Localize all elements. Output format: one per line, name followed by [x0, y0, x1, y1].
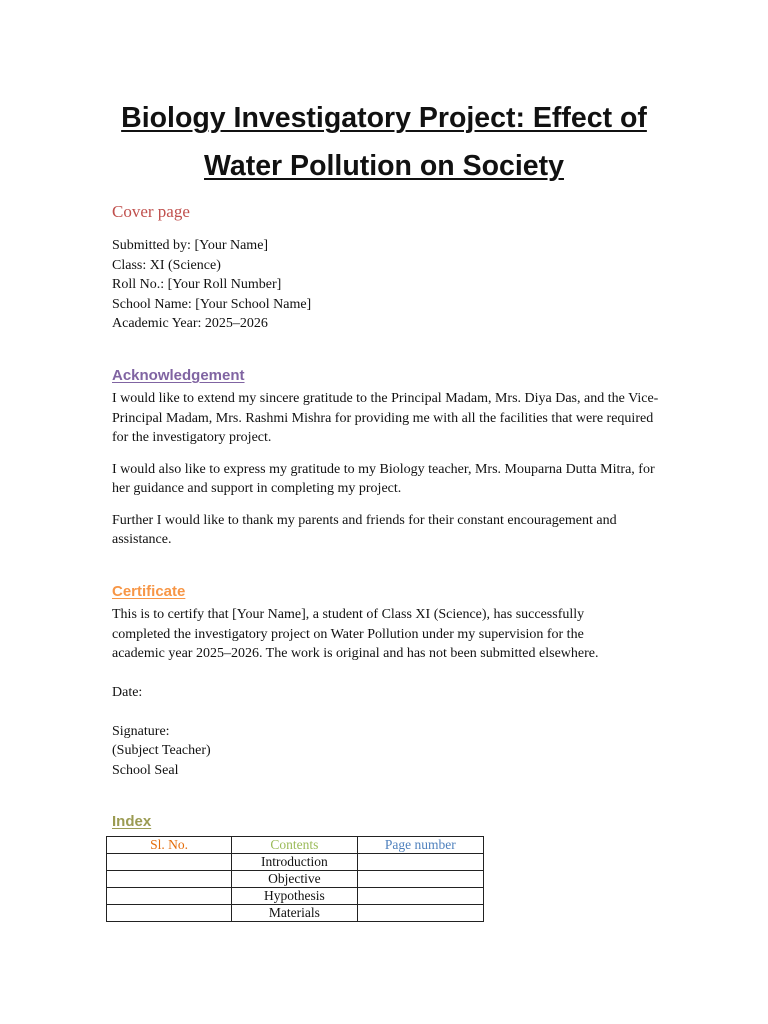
- contents-cell: Materials: [232, 905, 358, 922]
- title-line-2: Water Pollution on Society: [204, 150, 564, 182]
- table-row: [107, 905, 484, 922]
- contents-cell: Objective: [232, 871, 358, 888]
- academic-year-line: Academic Year: 2025–2026: [112, 316, 268, 331]
- table-row: [107, 871, 484, 888]
- school-name-line: School Name: [Your School Name]: [112, 296, 312, 312]
- sl-no-cell: [107, 888, 232, 905]
- page-number-cell: [357, 905, 483, 922]
- column-header-sl-no: Sl. No.: [107, 837, 232, 854]
- roll-number-line: Roll No.: [Your Roll Number]: [112, 277, 282, 292]
- index-heading: Index: [112, 813, 152, 830]
- sl-no-cell: [107, 905, 232, 922]
- cover-details: [112, 236, 672, 334]
- certificate-body: [112, 605, 640, 780]
- certificate-paragraph: This is to certify that [Your Name], a student of Class XI (Science), has successfully completed the investigatory project on Water Pollution under my supervision for the academic year 2025–2026. The work is original and has not been submitted elsewhere.: [112, 607, 599, 661]
- table-row: [107, 854, 484, 871]
- class-line: Class: XI (Science): [112, 257, 221, 273]
- acknowledgement-paragraph-1: I would like to extend my sincere gratitude to the Principal Madam, Mrs. Diya Das, and the Vice-Principal Madam, Mrs. Rashmi Mishra for providing me with all the facilities that were required for the investigatory project.: [112, 391, 659, 445]
- column-header-contents: Contents: [232, 837, 358, 854]
- acknowledgement-heading: Acknowledgement: [112, 367, 245, 384]
- cover-page-heading: Cover page: [112, 202, 190, 221]
- page-number-cell: [357, 888, 483, 905]
- acknowledgement-body: [112, 389, 660, 550]
- table-row: [107, 888, 484, 905]
- subject-teacher-label: (Subject Teacher): [112, 743, 211, 758]
- sl-no-cell: [107, 871, 232, 888]
- page-number-cell: [357, 854, 483, 871]
- document-title: [60, 94, 708, 190]
- certificate-heading: Certificate: [112, 583, 186, 600]
- contents-cell: Hypothesis: [232, 888, 358, 905]
- date-label: Date:: [112, 684, 143, 700]
- school-seal-label: School Seal: [112, 762, 179, 778]
- title-line-1: Biology Investigatory Project: Effect of: [121, 102, 647, 134]
- acknowledgement-paragraph-3: Further I would like to thank my parents and friends for their constant encouragement and assistance.: [112, 512, 617, 547]
- acknowledgement-paragraph-2: I would also like to express my gratitude to my Biology teacher, Mrs. Mouparna Dutta Mitra, for her guidance and support in completing my project.: [112, 461, 655, 496]
- index-table: [106, 836, 484, 922]
- page-number-cell: [357, 871, 483, 888]
- submitted-by-line: Submitted by: [Your Name]: [112, 238, 269, 253]
- index-header-row: [107, 837, 484, 854]
- signature-label: Signature:: [112, 723, 170, 739]
- column-header-page-number: Page number: [357, 837, 483, 854]
- sl-no-cell: [107, 854, 232, 871]
- contents-cell: Introduction: [232, 854, 358, 871]
